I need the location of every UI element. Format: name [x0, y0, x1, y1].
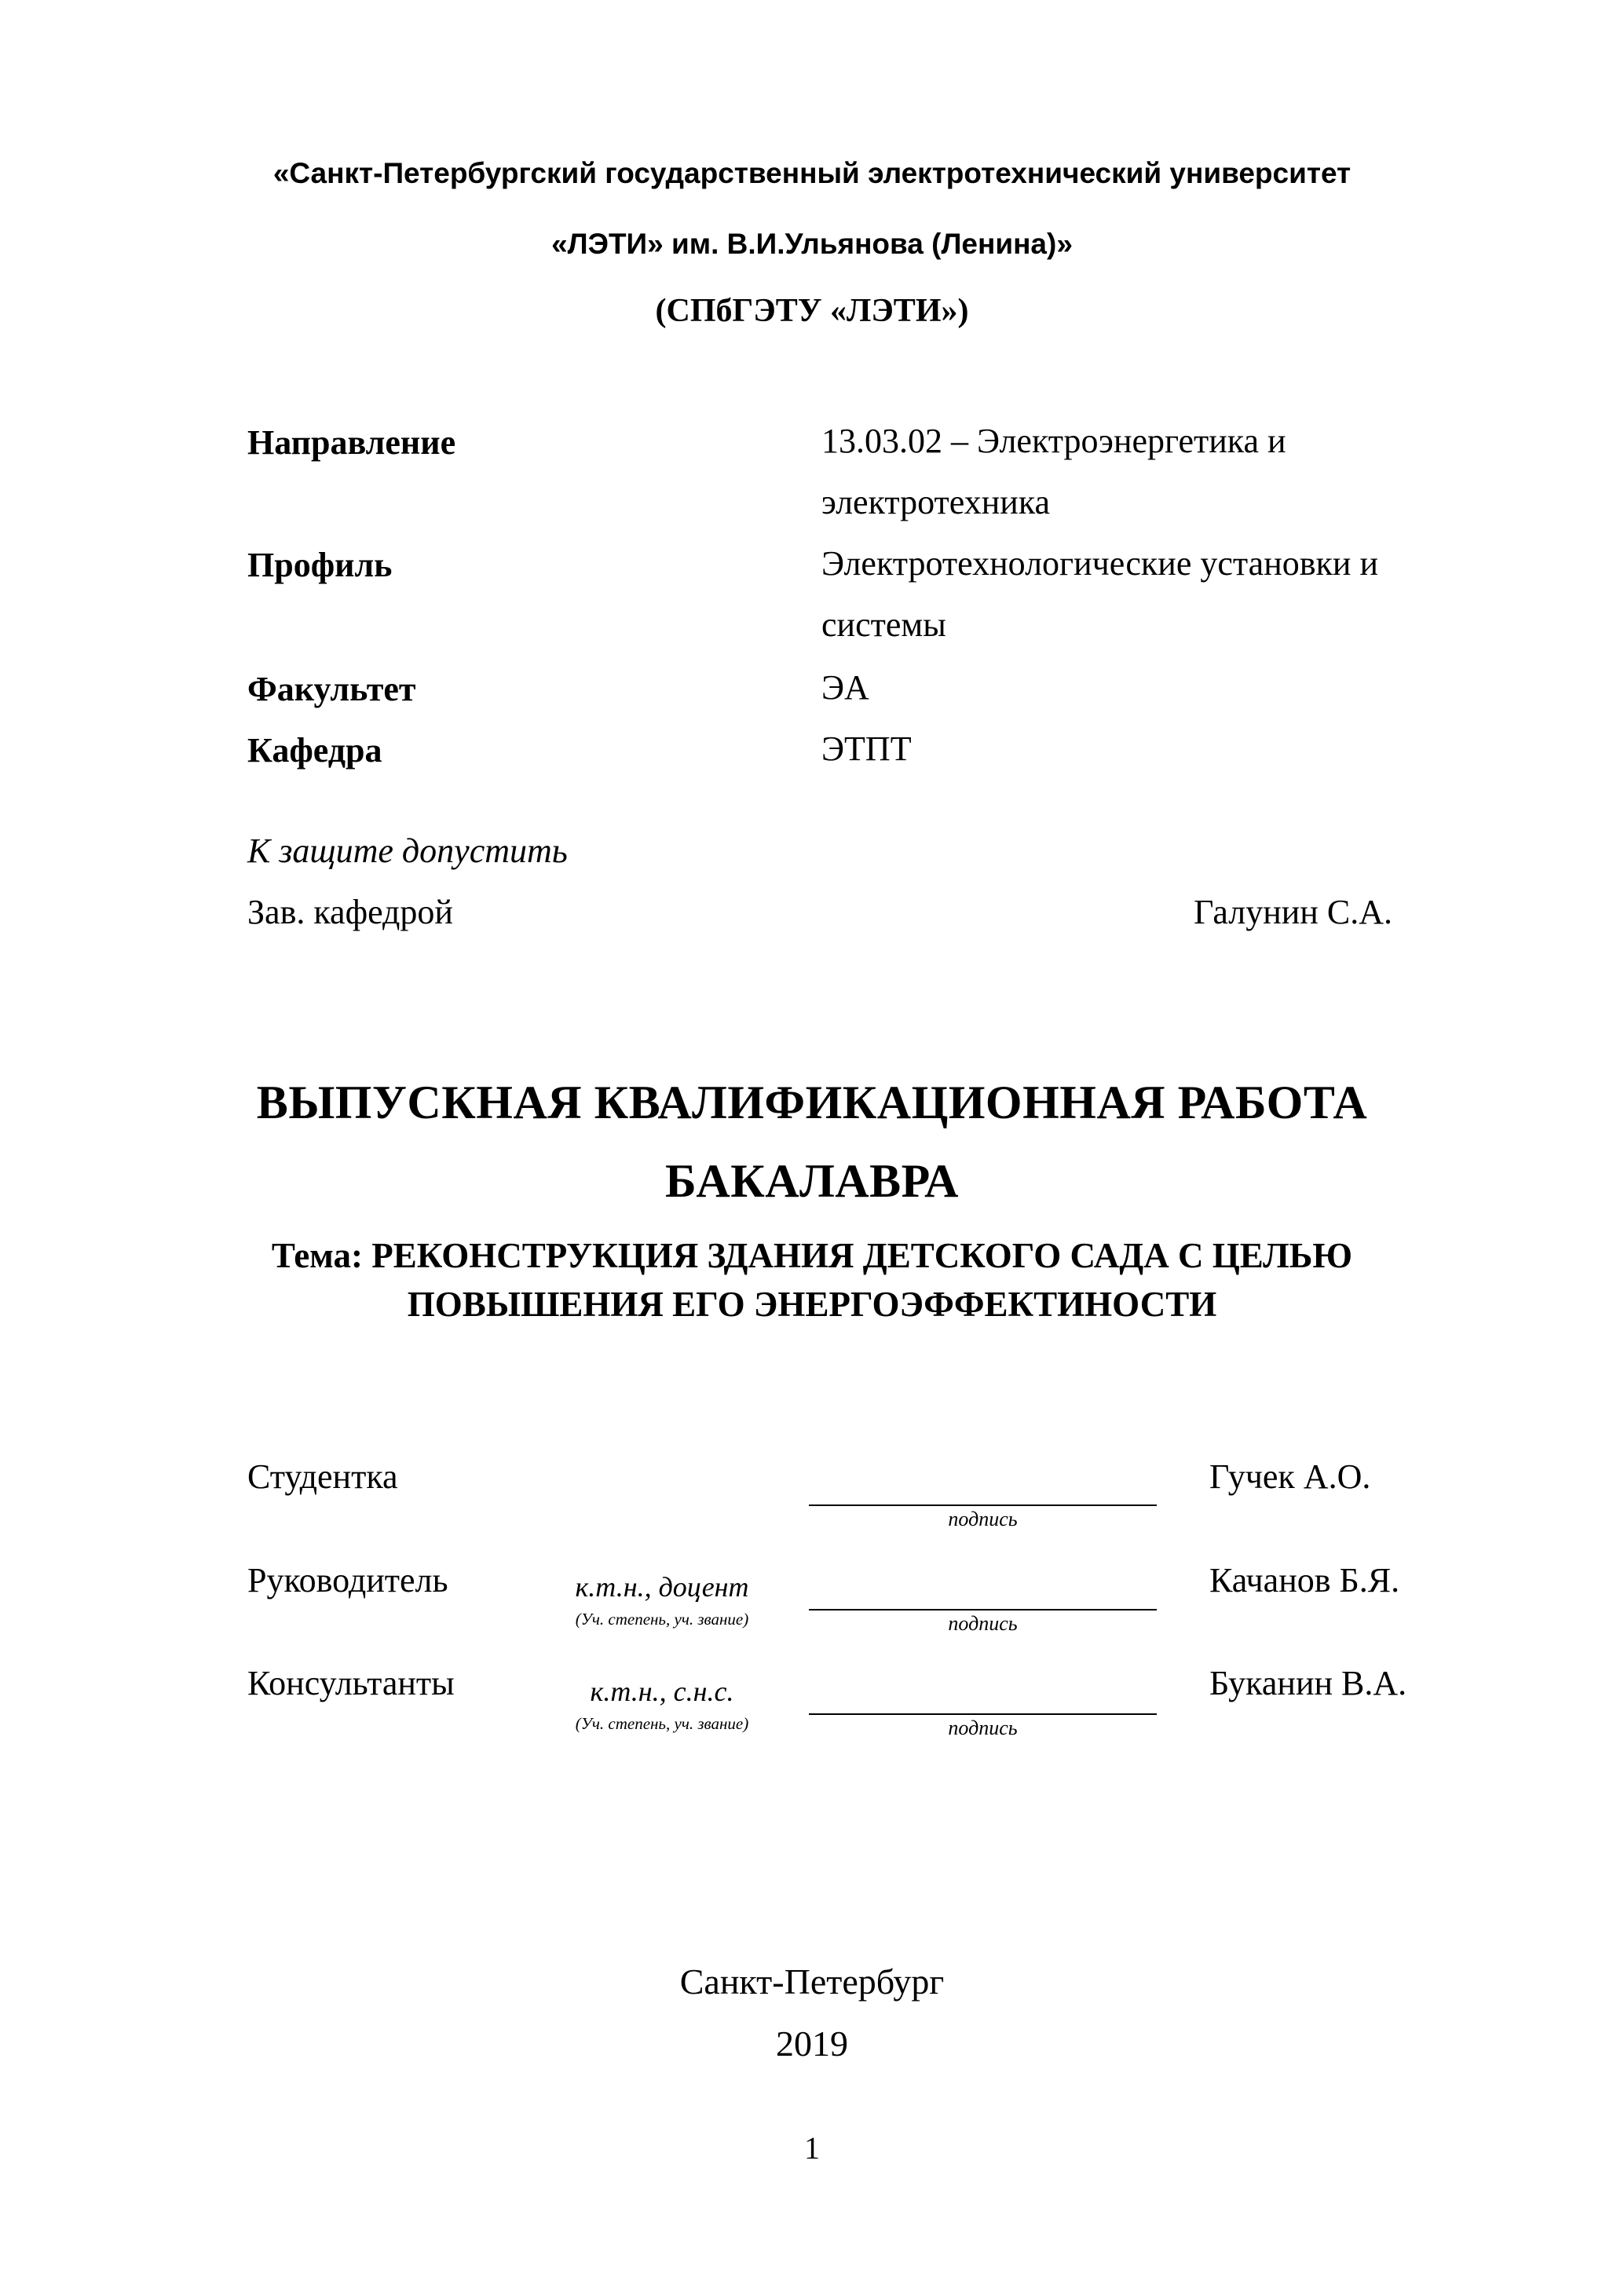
student-signature-line [809, 1504, 1157, 1506]
consultant-degree: к.т.н., с.н.с. [590, 1676, 734, 1707]
consultant-signature-line [809, 1713, 1157, 1715]
supervisor-degree-caption: (Уч. степень, уч. звание) [575, 1610, 749, 1629]
supervisor-label: Руководитель [247, 1561, 448, 1600]
direction-value-line2: электротехника [821, 483, 1051, 521]
consultant-signature-caption: подпись [948, 1717, 1018, 1739]
student-label: Студентка [247, 1457, 398, 1496]
profile-value-line1: Электротехнологические установки и [821, 544, 1378, 583]
thesis-title-line2: БАКАЛАВРА [665, 1155, 959, 1207]
year: 2019 [776, 2024, 848, 2064]
consultant-label: Консультанты [247, 1664, 455, 1702]
admit-to-defense-text: К защите допустить [247, 832, 568, 870]
thesis-title-line1: ВЫПУСКНАЯ КВАЛИФИКАЦИОННАЯ РАБОТА [256, 1077, 1368, 1128]
supervisor-name: Качанов Б.Я. [1209, 1561, 1400, 1600]
thesis-topic-line1: Тема: РЕКОНСТРУКЦИЯ ЗДАНИЯ ДЕТСКОГО САДА С ЦЕЛЬЮ [271, 1236, 1353, 1275]
supervisor-signature-line [809, 1609, 1157, 1610]
thesis-topic-line2: ПОВЫШЕНИЯ ЕГО ЭНЕРГОЭФФЕКТИНОСТИ [407, 1285, 1217, 1324]
supervisor-signature-caption: подпись [948, 1612, 1018, 1635]
profile-value-line2: системы [821, 605, 946, 644]
direction-value-line1: 13.03.02 – Электроэнергетика и [821, 422, 1286, 460]
consultant-degree-caption: (Уч. степень, уч. звание) [575, 1714, 749, 1733]
department-value: ЭТПТ [821, 729, 912, 768]
student-name: Гучек А.О. [1209, 1457, 1371, 1496]
consultant-name: Буканин В.А. [1209, 1664, 1407, 1702]
university-name-line1: «Санкт-Петербургский государственный электротехнический университет [272, 157, 1352, 189]
university-abbreviation: (СПбГЭТУ «ЛЭТИ») [655, 293, 969, 329]
department-label: Кафедра [247, 731, 382, 770]
student-signature-caption: подпись [948, 1508, 1018, 1530]
faculty-value: ЭА [821, 668, 869, 707]
profile-label: Профиль [247, 546, 393, 584]
head-of-department-label: Зав. кафедрой [247, 893, 453, 931]
direction-label: Направление [247, 423, 456, 462]
faculty-label: Факультет [247, 670, 416, 708]
page-number: 1 [804, 2130, 820, 2166]
university-name-line2: «ЛЭТИ» им. В.И.Ульянова (Ленина)» [551, 228, 1073, 260]
city: Санкт-Петербург [679, 1961, 945, 2002]
head-of-department-name: Галунин С.А. [1194, 893, 1392, 931]
supervisor-degree: к.т.н., доцент [575, 1571, 749, 1603]
